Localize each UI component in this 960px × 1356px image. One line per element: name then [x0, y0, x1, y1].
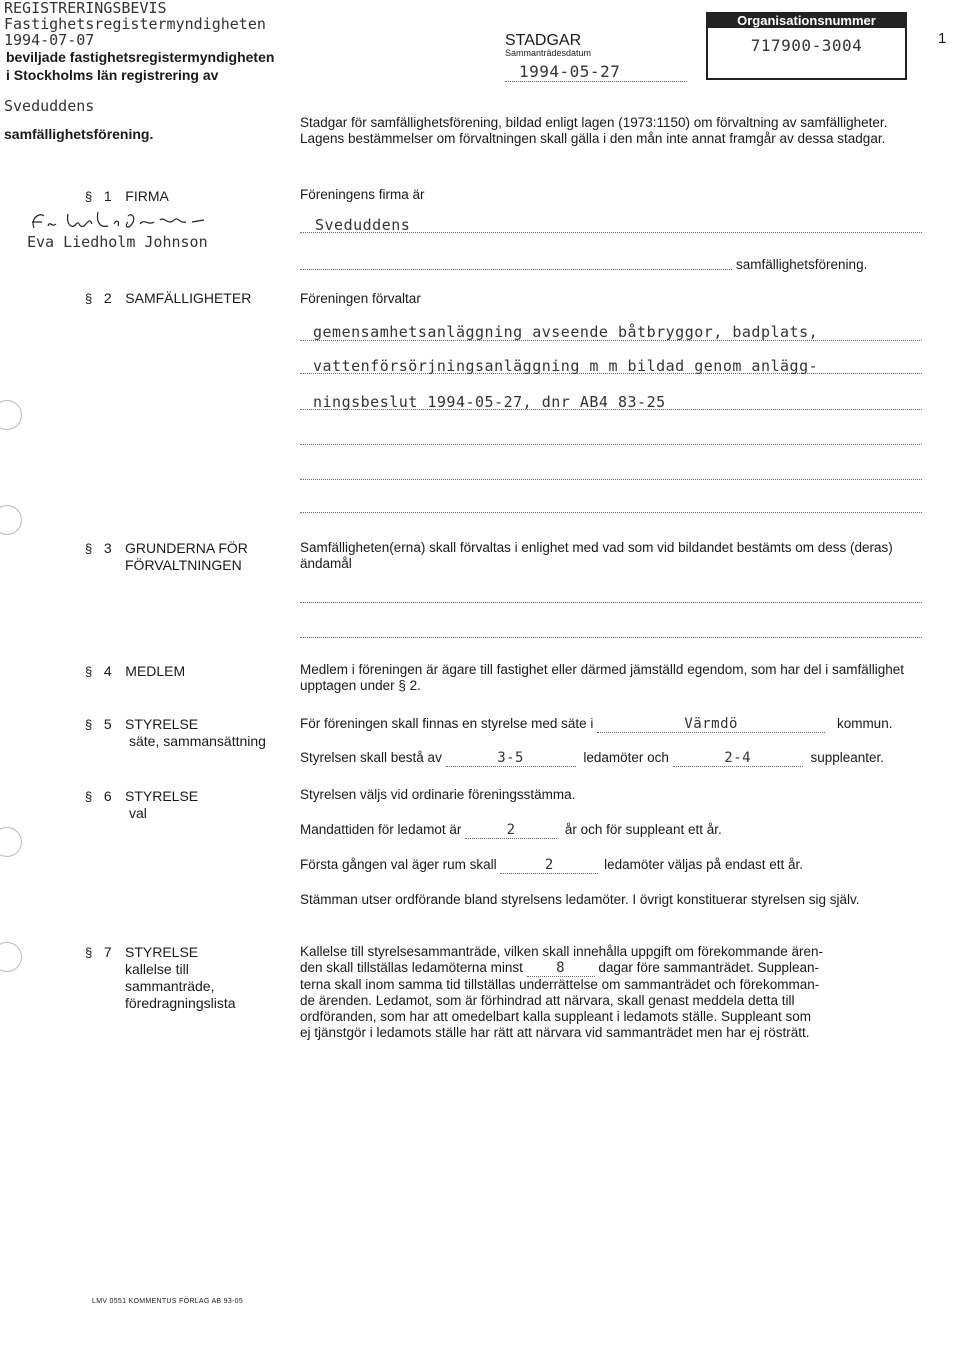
s7-text-2a: den skall tillställas ledamöterna minst: [300, 960, 523, 975]
section-subtitle: säte, sammansättning: [129, 733, 266, 749]
section-3-title: [125, 540, 248, 574]
s6-text-3: Första gången val äger rum skall: [300, 857, 497, 872]
s6-text-2: Mandattiden för ledamot är: [300, 822, 462, 837]
deputies-value: 2-4: [673, 750, 803, 767]
mandate-period-value: 2: [465, 822, 557, 839]
org-number-value: 717900-3004: [750, 36, 863, 55]
section-4-body: Medlem i föreningen är ägare till fastighet eller därmed jämställd egendom, som har del i samfällighet upptagen under: [300, 662, 905, 693]
stamp-line-2: Fastighetsregistermyndigheten: [4, 15, 266, 33]
section-3-text: Samfälligheten(erna) skall förvaltas i enlighet med vad som vid bildandet bestämts om dess (deras) ändamål: [300, 540, 893, 571]
samf-value-1: gemensamhetsanläggning avseende båtbryggor, badplats,: [313, 323, 819, 341]
org-number-label: Organisationsnummer: [708, 14, 905, 28]
samf-value-2: vattenförsörjningsanläggning m m bildad genom anlägg-: [313, 357, 819, 375]
s3-line-1: [300, 602, 922, 603]
signature: [28, 210, 238, 250]
s6-text-1: Styrelsen väljs vid ordinarie föreningsstämma.: [300, 787, 576, 802]
section-number: 5: [103, 716, 112, 732]
s7-line-4: de ärenden. Ledamot, som är förhindrad att närvara, skall genast meddela detta till: [300, 993, 795, 1008]
section-sign: §: [85, 945, 93, 960]
firma-value: Sveduddens: [315, 216, 411, 234]
notice-days-value: 8: [527, 960, 595, 977]
section-number: 1: [103, 188, 112, 204]
s5-text-2: Styrelsen skall bestå av: [300, 750, 442, 765]
section-title-line-2: FÖRVALTNINGEN: [125, 557, 242, 573]
intro-text: Stadgar för samfällighetsförening, bildad enligt lagen (1973:1150) om förvaltning av samfälligheter. Lagens bestämmelser om förvaltningen skall gälla i den mån inte annat framgår av dessa stadgar.: [300, 115, 888, 146]
section-4-ref: 2.: [409, 678, 421, 693]
s7-line-6: ej tjänstgör i ledamots ställe har rätt att närvara vid sammanträdet men har ej rösträtt.: [300, 1025, 810, 1040]
s5-text-1b: kommun.: [836, 716, 893, 731]
punch-hole: [0, 827, 22, 857]
first-election-value: 2: [500, 857, 598, 874]
org-number-box: [706, 12, 907, 80]
section-title-line-1: STYRELSE: [125, 944, 199, 960]
section-title-line-1: STYRELSE: [125, 788, 199, 804]
s6-text-4: Stämman utser ordförande bland styrelsens ledamöter. I övrigt konstituerar styrelsen sig själv.: [300, 892, 860, 907]
s5-text-2b: ledamöter och: [583, 750, 669, 765]
section-3-heading: [85, 540, 112, 556]
section-7-heading: [85, 944, 112, 960]
signature-printed-name: Eva Liedholm Johnson: [27, 233, 208, 251]
s7-line-5: ordföranden, som har att omedelbart kalla suppleant i ledamots ställe. Suppleant som: [300, 1009, 812, 1024]
firma-line-2: [300, 269, 732, 270]
board-members-value: 3-5: [446, 750, 576, 767]
section-title: MEDLEM: [125, 663, 186, 679]
section-title: SAMFÄLLIGHETER: [125, 290, 252, 306]
section-number: 2: [103, 290, 112, 306]
samf-line-4: [300, 444, 922, 445]
section-2-heading: [85, 290, 251, 306]
section-2-text: Föreningen förvaltar: [300, 291, 421, 306]
section-sign: §: [85, 189, 93, 204]
stamp-line-4: beviljade fastighetsregistermyndigheten: [6, 49, 275, 65]
document-header: [505, 32, 687, 82]
s7-line-2: [300, 960, 930, 977]
section-title-line-1: STYRELSE: [125, 716, 199, 732]
section-6-title: [125, 788, 198, 822]
section-5-row-2: [300, 750, 930, 767]
s6-text-2b: år och för suppleant ett år.: [564, 822, 722, 837]
punch-hole: [0, 400, 22, 430]
section-number: 4: [103, 663, 112, 679]
section-7-text: [300, 944, 930, 1041]
s6-text-3b: ledamöter väljas på endast ett år.: [604, 857, 803, 872]
section-sign: §: [85, 541, 93, 556]
s7-line-3: terna skall inom samma tid tillställas underrättelse om sammanträdet och förekomman-: [300, 977, 820, 992]
s7-line-1: Kallelse till styrelsesammanträde, vilken skall innehålla uppgift om förekommande ären-: [300, 944, 823, 959]
s5-text-2c: suppleanter.: [810, 750, 885, 765]
stamp-line-3: 1994-07-07: [4, 31, 95, 49]
section-number: 7: [103, 944, 112, 960]
punch-hole: [0, 942, 22, 972]
section-number: 3: [103, 540, 112, 556]
registration-stamp: [4, 0, 274, 142]
section-subtitle-1: kallelse till: [125, 961, 189, 977]
seat-municipality-value: Värmdö: [597, 716, 825, 733]
section-6-heading: [85, 788, 112, 804]
section-5-title: [125, 716, 266, 750]
handwritten-signature: [28, 210, 238, 234]
section-sign: §: [85, 717, 93, 732]
s5-text-1: För föreningen skall finnas en styrelse med säte i: [300, 716, 594, 731]
section-5-row-1: [300, 716, 930, 733]
section-sign: §: [85, 789, 93, 804]
s7-text-2b: dagar före sammanträdet. Supplean-: [598, 960, 820, 975]
samf-value-3: ningsbeslut 1994-05-27, dnr AB4 83-25: [313, 393, 666, 411]
section-subtitle-2: sammanträde,: [125, 978, 215, 994]
stamp-line-5: i Stockholms län registrering av: [6, 67, 219, 83]
document-title: STADGAR: [505, 32, 582, 49]
section-sign: §: [85, 291, 93, 306]
stamp-line-1: REGISTRERINGSBEVIS: [4, 0, 167, 17]
section-4-text: [300, 662, 910, 694]
footer-form-id: LMV 0551 KOMMENTUS FÖRLAG AB 93-05: [92, 1298, 244, 1305]
date-value: 1994-05-27: [505, 62, 687, 82]
firma-suffix: samfällighetsförening.: [736, 257, 868, 272]
section-title: FIRMA: [125, 188, 169, 204]
section-1-heading: [85, 188, 169, 204]
section-sign: §: [398, 678, 410, 693]
stamp-line-6: Sveduddens: [4, 97, 95, 115]
section-6-row-3: [300, 857, 803, 874]
punch-hole: [0, 505, 22, 535]
s3-line-2: [300, 637, 922, 638]
section-6-row-2: [300, 822, 722, 839]
section-7-title: [125, 944, 236, 1012]
section-5-heading: [85, 716, 112, 732]
section-sign: §: [85, 664, 93, 679]
section-title-line-1: GRUNDERNA FÖR: [125, 540, 248, 556]
stamp-line-7: samfällighetsförening.: [4, 126, 154, 142]
section-subtitle-3: föredragningslista: [125, 995, 236, 1011]
samf-line-5: [300, 479, 922, 480]
section-number: 6: [103, 788, 112, 804]
section-1-text: Föreningens firma är: [300, 187, 425, 202]
page-number: 1: [938, 30, 947, 47]
section-subtitle: val: [129, 805, 147, 821]
section-4-heading: [85, 663, 185, 679]
samf-line-6: [300, 512, 922, 513]
date-label: Sammanträdesdatum: [505, 48, 592, 58]
